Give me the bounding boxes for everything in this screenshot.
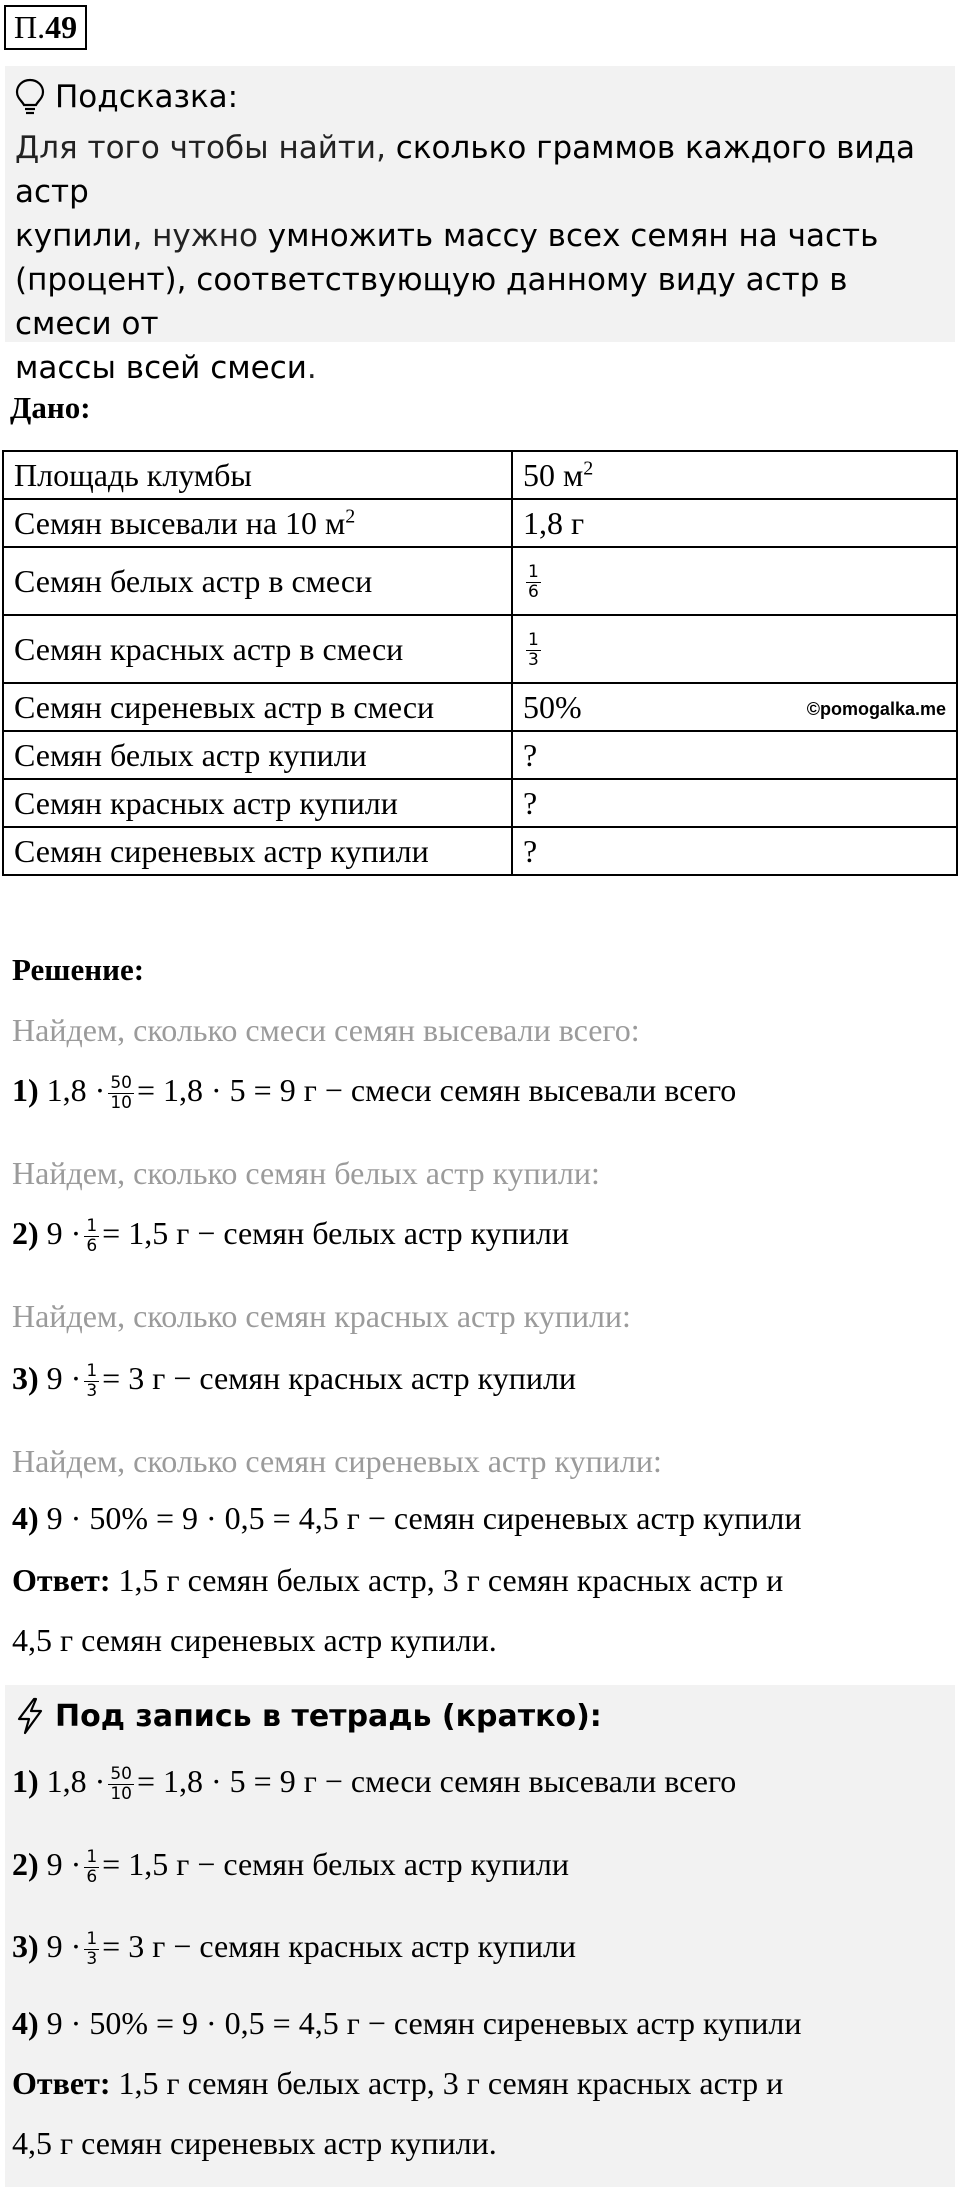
given-title: Дано: — [10, 390, 91, 425]
watermark: ©pomogalka.me — [806, 698, 946, 719]
hint-text-part: умножить массу всех семян на часть — [257, 218, 879, 254]
solution-note: Найдем, сколько смеси семян высевали всего: — [12, 1012, 640, 1048]
hint-box — [5, 66, 955, 386]
notebook-summary-title: Под запись в тетрадь (кратко): — [55, 1698, 602, 1734]
solution-title: Решение: — [12, 952, 145, 987]
problem-number-badge — [4, 5, 87, 50]
table-row — [3, 451, 957, 499]
hint-title: Подсказка: — [55, 79, 239, 115]
summary-answer-line-2: 4,5 г семян сиреневых астр купили. — [12, 2125, 497, 2161]
table-cell-value: ? — [512, 827, 957, 875]
hint-text-part: (процент), соответствующую данному виду астр в смеси от — [15, 262, 848, 342]
answer-line-2: 4,5 г семян сиреневых астр купили. — [12, 1622, 497, 1658]
problem-prefix: П. — [14, 9, 46, 45]
table-cell-value — [512, 615, 957, 683]
area-value: 50 м — [523, 456, 584, 493]
step-number: 2) — [12, 1846, 39, 1882]
fraction-numerator: 50 — [110, 1764, 132, 1785]
table-cell-label: Семян красных астр купили — [3, 779, 512, 827]
fraction-numerator: 1 — [528, 561, 539, 582]
given-table — [2, 450, 958, 876]
fraction-numerator: 1 — [86, 1929, 98, 1950]
step-number: 2) — [12, 1215, 39, 1251]
table-cell-value — [512, 547, 957, 615]
answer-label: Ответ: — [12, 1562, 111, 1598]
hint-text-part: массы всей смеси — [15, 350, 307, 386]
lightbulb-icon — [15, 78, 45, 116]
step-text: = 1,5 г − семян белых астр купили — [102, 1215, 569, 1251]
step-text: 9 · 50% = 9 · 0,5 = 4,5 г − семян сиреневых астр купили — [46, 1500, 802, 1536]
fraction-denominator: 6 — [528, 581, 539, 602]
step-number: 3) — [12, 1928, 39, 1964]
step-text: 9 · 50% = 9 · 0,5 = 4,5 г − семян сиреневых астр купили — [46, 2005, 802, 2041]
step-number: 4) — [12, 2005, 39, 2041]
fraction — [84, 1930, 99, 1969]
solution-note: Найдем, сколько семян красных астр купили: — [12, 1298, 631, 1334]
table-cell-label: Семян белых астр купили — [3, 731, 512, 779]
step-number: 1) — [12, 1072, 39, 1108]
table-row — [3, 683, 957, 731]
table-cell-value: ? — [512, 779, 957, 827]
table-row — [3, 827, 957, 875]
lightning-icon — [15, 1697, 45, 1735]
fraction-denominator: 3 — [86, 1381, 98, 1402]
summary-step-2 — [12, 1846, 569, 1887]
table-cell-value — [512, 683, 957, 731]
fraction-numerator: 50 — [110, 1073, 132, 1094]
solution-step-2 — [12, 1215, 569, 1256]
step-number: 3) — [12, 1360, 39, 1396]
step-text: = 3 г − семян красных астр купили — [102, 1360, 577, 1396]
step-text: 1,8 · — [46, 1763, 106, 1799]
hint-text-part: Для того чтобы найти, — [15, 130, 386, 166]
table-row — [3, 499, 957, 547]
table-cell-label: Семян красных астр в смеси — [3, 615, 512, 683]
table-cell-value — [512, 451, 957, 499]
fraction-denominator: 10 — [110, 1784, 132, 1805]
answer-text: 1,5 г семян белых астр, 3 г семян красных астр и — [110, 2065, 784, 2101]
fraction — [84, 1848, 99, 1887]
step-text: 1,8 · — [46, 1072, 106, 1108]
fraction-numerator: 1 — [528, 629, 539, 650]
solution-note: Найдем, сколько семян белых астр купили: — [12, 1155, 600, 1191]
fraction — [526, 563, 541, 602]
superscript: 2 — [345, 504, 356, 527]
step-text: 9 · — [46, 1360, 82, 1396]
fraction — [84, 1362, 99, 1401]
fraction — [526, 631, 541, 670]
step-number: 4) — [12, 1500, 39, 1536]
fraction-denominator: 10 — [110, 1093, 132, 1114]
table-cell-label: Площадь клумбы — [3, 451, 512, 499]
step-text: 9 · — [46, 1215, 82, 1251]
solution-note: Найдем, сколько семян сиреневых астр купили: — [12, 1443, 662, 1479]
hint-header — [15, 78, 238, 116]
summary-answer-line-1 — [12, 2065, 783, 2102]
fraction — [108, 1074, 134, 1113]
hint-text-part: . — [306, 350, 317, 386]
table-row — [3, 779, 957, 827]
solution-step-1 — [12, 1072, 736, 1113]
step-text: = 1,8 · 5 = 9 г − смеси семян высевали всего — [136, 1072, 737, 1108]
fraction-denominator: 3 — [86, 1949, 98, 1970]
table-cell-label: Семян сиреневых астр купили — [3, 827, 512, 875]
hint-text — [15, 126, 945, 390]
summary-step-3 — [12, 1928, 576, 1969]
fraction-denominator: 6 — [86, 1867, 98, 1888]
percent-value: 50% — [523, 688, 582, 725]
fraction-numerator: 1 — [86, 1216, 98, 1237]
step-text: = 3 г − семян красных астр купили — [102, 1928, 577, 1964]
summary-step-1 — [12, 1763, 736, 1804]
table-row — [3, 731, 957, 779]
table-cell-label: Семян белых астр в смеси — [3, 547, 512, 615]
problem-number: 49 — [45, 9, 78, 45]
fraction — [84, 1217, 99, 1256]
table-row — [3, 547, 957, 615]
answer-text: 1,5 г семян белых астр, 3 г семян красных астр и — [110, 1562, 784, 1598]
superscript: 2 — [583, 456, 594, 479]
hint-text-part: , нужно — [132, 218, 258, 254]
table-cell-label: Семян сиреневых астр в смеси — [3, 683, 512, 731]
step-text: 9 · — [46, 1846, 82, 1882]
table-cell-value: 1,8 г — [512, 499, 957, 547]
fraction-denominator: 3 — [528, 649, 539, 670]
step-text: = 1,5 г − семян белых астр купили — [102, 1846, 569, 1882]
fraction — [108, 1765, 134, 1804]
answer-label: Ответ: — [12, 2065, 111, 2101]
notebook-summary-header — [15, 1697, 602, 1735]
solution-step-4 — [12, 1500, 801, 1537]
summary-step-4 — [12, 2005, 801, 2042]
fraction-numerator: 1 — [86, 1361, 98, 1382]
hint-text-part: купили — [15, 218, 133, 254]
step-number: 1) — [12, 1763, 39, 1799]
solution-step-3 — [12, 1360, 576, 1401]
step-text: = 1,8 · 5 = 9 г − смеси семян высевали всего — [136, 1763, 737, 1799]
table-cell-value: ? — [512, 731, 957, 779]
table-cell-label — [3, 499, 512, 547]
hint-text-part: сколько граммов каждого вида астр — [15, 130, 915, 210]
label-text: Семян высевали на 10 м — [14, 504, 346, 541]
fraction-denominator: 6 — [86, 1236, 98, 1257]
fraction-numerator: 1 — [86, 1847, 98, 1868]
answer-line-1 — [12, 1562, 783, 1599]
table-row — [3, 615, 957, 683]
step-text: 9 · — [46, 1928, 82, 1964]
